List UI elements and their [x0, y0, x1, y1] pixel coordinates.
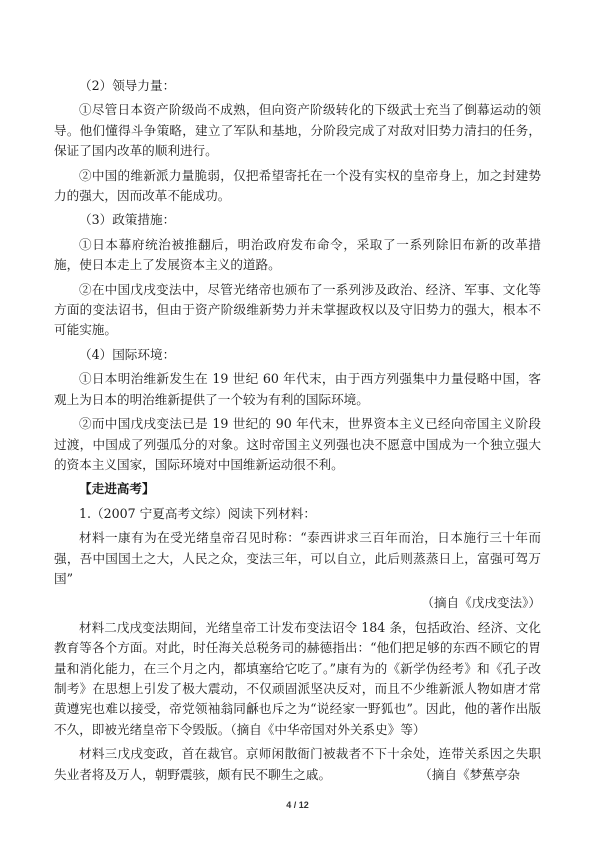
- paragraph: 材料二戊戌变法期间，光绪皇帝工计发布变法诏令 184 条，包括政治、经济、文化教育等各个方面。对此，时任海关总税务司的赫德指出：“他们把足够的东西不顾它的胃量和消化能力，在三个月之内，都填塞给它吃了。”康有为的《新学伪经考》和《孔子改制考》在思想上引发了极大震动，不仅顽固派坚决反对，而且不少维新派人物如唐才常黄遵宪也难以接受，帝党领袖翁同龢也斥之为“说经家一野狐也”。因此，他的著作出版不久，即被光绪皇帝下令毁版。（摘自《中华帝国对外关系史》等）: [54, 619, 541, 737]
- paragraph: ②而中国戊戌变法已是 19 世纪的 90 年代末，世界资本主义已经向帝国主义阶段过渡，中国成了列强瓜分的对象。这时帝国主义列强也决不愿意中国成为一个独立强大的资本主义国家，国际环境对中国维新运动很不利。: [54, 416, 541, 472]
- paragraph: 【走进高考】: [79, 481, 155, 497]
- paragraph: ①日本幕府统治被推翻后，明治政府发布命令，采取了一系列除旧布新的改革措施，使日本走上了发展资本主义的道路。: [54, 236, 541, 273]
- paragraph: （4）国际环境：: [79, 346, 176, 362]
- paragraph: （3）政策措施：: [79, 212, 176, 228]
- paragraph: （摘自《戊戌变法》）: [421, 595, 541, 611]
- paragraph: ①日本明治维新发生在 19 世纪 60 年代末，由于西方列强集中力量侵略中国，客观上为日本的明治维新提供了一个较为有利的国际环境。: [54, 371, 541, 407]
- page-number: 4 / 12: [286, 800, 309, 810]
- paragraph: 材料三戊戌变政，首在裁官。京师闲散衙门被裁者不下十余处，连带关系因之失职失业者将及万人，朝野震骇，颇有民不聊生之戚。 （摘自《梦蕉亭杂: [54, 746, 541, 782]
- document-body: [54, 76, 541, 789]
- paragraph: ②在中国戊戌变法中，尽管光绪帝也颁布了一系列涉及政治、经济、军事、文化等方面的变法诏书，但由于资产阶级维新势力并未掌握政权以及守旧势力的强大，根本不可能实施。: [54, 281, 541, 338]
- paragraph: （2）领导力量：: [79, 78, 176, 93]
- paragraph: 材料一康有为在受光绪皇帝召见时称：“泰西讲求三百年而治，日本施行三十年而强，吾中国国土之大，人民之众，变法三年，可以自立，此后则蒸蒸日上，富强可驾万国”: [54, 530, 541, 586]
- paragraph: ①尽管日本资产阶级尚不成熟，但向资产阶级转化的下级武士充当了倒幕运动的领导。他们懂得斗争策略，建立了军队和基地，分阶段完成了对敌对旧势力清扫的任务，保证了国内改革的顺利进行。: [54, 102, 541, 159]
- paragraph: ②中国的维新派力量脆弱，仅把希望寄托在一个没有实权的皇帝身上，加之封建势力的强大，因而改革不能成功。: [54, 167, 541, 204]
- paragraph: 1.（2007 宁夏高考文综）阅读下列材料：: [79, 505, 316, 521]
